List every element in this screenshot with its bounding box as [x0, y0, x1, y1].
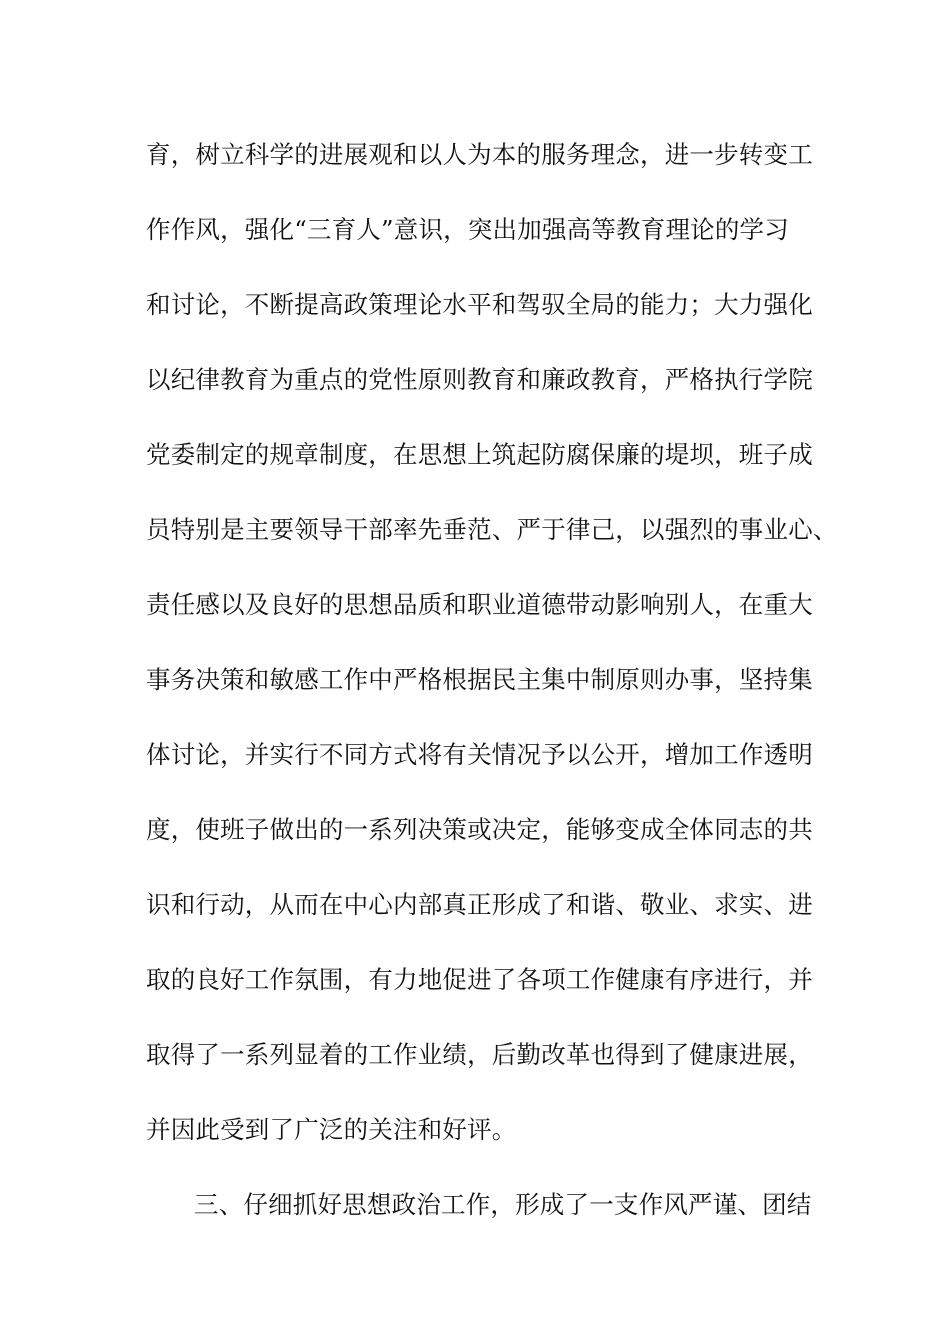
text-line: 党委制定的规章制度，在思想上筑起防腐保廉的堤坝，班子成	[146, 440, 813, 469]
text-line: 员特别是主要领导干部率先垂范、严于律己，以强烈的事业心、	[146, 515, 838, 544]
text-line: 并因此受到了广泛的关注和好评。	[146, 1115, 517, 1144]
text-line: 和讨论，不断提高政策理论水平和驾驭全局的能力；大力强化	[146, 290, 813, 319]
text-line: 体讨论，并实行不同方式将有关情况予以公开，增加工作透明	[146, 740, 813, 769]
text-line: 度，使班子做出的一系列决策或决定，能够变成全体同志的共	[146, 815, 813, 844]
text-line: 作作风，强化“三育人”意识，突出加强高等教育理论的学习	[146, 215, 789, 244]
text-line: 以纪律教育为重点的党性原则教育和廉政教育，严格执行学院	[146, 365, 813, 394]
text-line: 育，树立科学的进展观和以人为本的服务理念，进一步转变工	[146, 140, 813, 169]
body-text	[146, 132, 836, 1257]
text-line: 事务决策和敏感工作中严格根据民主集中制原则办事，坚持集	[146, 665, 813, 694]
text-line: 责任感以及良好的思想品质和职业道德带动影响别人，在重大	[146, 590, 813, 619]
text-line: 取得了一系列显着的工作业绩，后勤改革也得到了健康进展，	[146, 1040, 813, 1069]
section-heading-line: 三、仔细抓好思想政治工作，形成了一支作风严谨、团结	[194, 1190, 812, 1219]
text-line: 识和行动，从而在中心内部真正形成了和谐、敬业、求实、进	[146, 890, 813, 919]
text-line: 取的良好工作氛围，有力地促进了各项工作健康有序进行，并	[146, 965, 813, 994]
